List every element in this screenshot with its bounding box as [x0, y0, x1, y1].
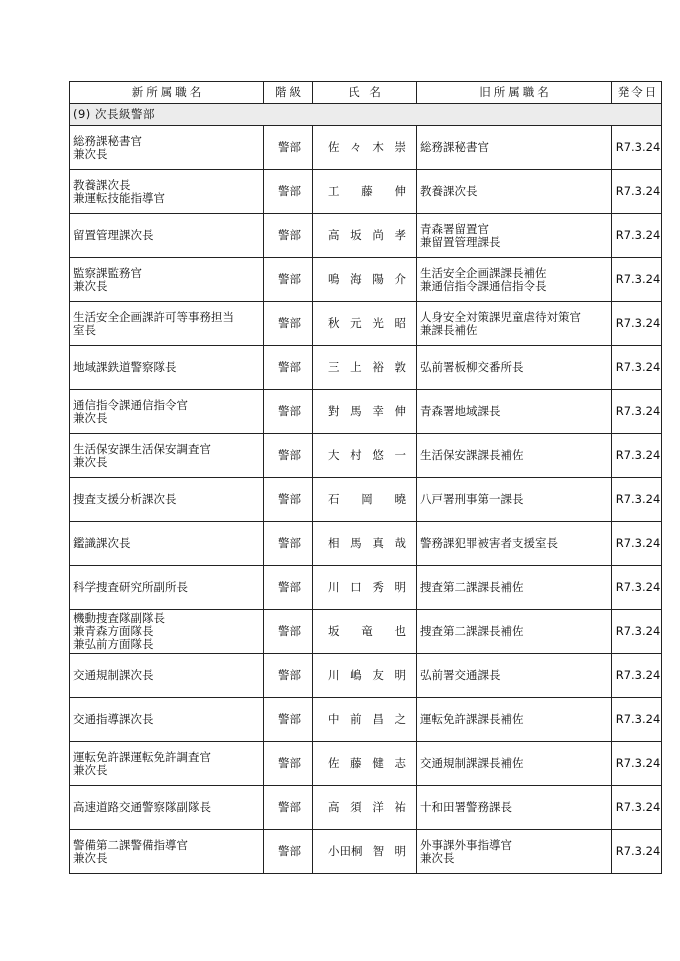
name-cell [313, 434, 417, 478]
old-position-cell [417, 302, 612, 346]
new-position-line: 科学捜査研究所副所長 [73, 580, 188, 594]
new-position-line: 兼次長 [73, 850, 108, 865]
name-char: 健 [372, 756, 384, 770]
name-text [316, 757, 416, 770]
name-char: 高 [328, 228, 340, 242]
table-row [70, 258, 662, 302]
old-position-cell [417, 214, 612, 258]
name-char: 川 [328, 668, 340, 682]
old-position-line: 弘前署交通課長 [420, 668, 501, 682]
old-position-line: 総務課秘書官 [420, 140, 489, 154]
table-row [70, 654, 662, 698]
name-cell [313, 786, 417, 830]
name-cell [313, 566, 417, 610]
name-text [316, 449, 416, 462]
table-row [70, 566, 662, 610]
name-cell [313, 478, 417, 522]
name-char: 昭 [394, 316, 406, 330]
table-row [70, 610, 662, 654]
date-cell: R7.3.24 [612, 698, 662, 742]
new-position-line: 兼次長 [73, 762, 108, 777]
new-position-line: 総務課秘書官 [73, 133, 142, 148]
rank-cell: 警部 [264, 170, 313, 214]
name-text [316, 185, 416, 198]
new-position-cell [70, 346, 264, 390]
name-char: 嶋 [350, 668, 362, 682]
table-row [70, 302, 662, 346]
name-char: 祐 [394, 800, 406, 814]
date-cell: R7.3.24 [612, 126, 662, 170]
name-text [316, 405, 416, 418]
name-char: 陽 [372, 272, 384, 286]
old-position-cell [417, 786, 612, 830]
new-position-line: 捜査支援分析課次長 [73, 492, 177, 506]
new-position-cell [70, 258, 264, 302]
name-char: 木 [372, 140, 384, 154]
rank-cell: 警部 [264, 478, 313, 522]
new-position-line: 室長 [73, 322, 96, 337]
table-row [70, 434, 662, 478]
name-char: 一 [394, 448, 406, 462]
rank-cell: 警部 [264, 610, 313, 654]
old-position-line: 外事課外事指導官 [420, 837, 512, 852]
table-row [70, 214, 662, 258]
rank-cell: 警部 [264, 742, 313, 786]
new-position-line: 留置管理課次長 [73, 228, 154, 242]
new-position-cell [70, 654, 264, 698]
name-cell [313, 214, 417, 258]
old-position-cell [417, 654, 612, 698]
name-char: 馬 [350, 404, 362, 418]
name-char: 幸 [372, 404, 384, 418]
name-char: 也 [394, 624, 406, 638]
name-char: 明 [394, 844, 406, 858]
new-position-line: 運転免許課運転免許調査官 [73, 749, 211, 764]
old-position-line: 兼次長 [420, 850, 455, 865]
new-position-cell [70, 434, 264, 478]
new-position-cell [70, 566, 264, 610]
name-text [316, 581, 416, 594]
section-row [70, 104, 662, 126]
name-char: 昌 [372, 712, 384, 726]
name-text [316, 273, 416, 286]
name-char: 介 [394, 272, 406, 286]
new-position-line: 教養課次長 [73, 177, 131, 192]
name-char: 孝 [394, 228, 406, 242]
new-position-line: 兼次長 [73, 146, 108, 161]
old-position-line: 交通規制課課長補佐 [420, 756, 524, 770]
table-row [70, 830, 662, 874]
name-char: 藤 [361, 184, 373, 198]
old-position-cell [417, 698, 612, 742]
name-char: 明 [394, 580, 406, 594]
new-position-cell [70, 698, 264, 742]
name-char: 鳴 [328, 272, 340, 286]
name-char: 佐 [328, 140, 340, 154]
name-char: 大 [328, 448, 340, 462]
old-position-line: 運転免許課課長補佐 [420, 712, 524, 726]
name-text [316, 537, 416, 550]
name-char: 工 [328, 184, 340, 198]
name-char: 敦 [394, 360, 406, 374]
header-date: 発令日 [612, 82, 662, 104]
name-char: 對 [328, 404, 340, 418]
new-position-line: 兼弘前方面隊長 [73, 637, 154, 651]
new-position-cell [70, 390, 264, 434]
date-cell: R7.3.24 [612, 786, 662, 830]
new-position-line: 警備第二課警備指導官 [73, 837, 188, 852]
old-position-line: 青森署留置官 [420, 221, 489, 236]
name-char: 中 [328, 712, 340, 726]
name-char: 友 [372, 668, 384, 682]
old-position-line: 生活安全企画課課長補佐 [420, 265, 547, 280]
table-row [70, 390, 662, 434]
new-position-cell [70, 522, 264, 566]
name-char: 馬 [350, 536, 362, 550]
table-row [70, 170, 662, 214]
old-position-line: 兼留置管理課長 [420, 234, 501, 249]
table-row [70, 522, 662, 566]
name-text [316, 317, 416, 330]
name-char: 藤 [350, 756, 362, 770]
new-position-line: 交通指導課次長 [73, 712, 154, 726]
name-char: 相 [328, 536, 340, 550]
header-row [70, 82, 662, 104]
new-position-cell [70, 786, 264, 830]
new-position-line: 兼次長 [73, 278, 108, 293]
table-row [70, 126, 662, 170]
name-char: 佐 [328, 756, 340, 770]
old-position-cell [417, 742, 612, 786]
rank-cell: 警部 [264, 346, 313, 390]
old-position-cell [417, 390, 612, 434]
name-char: 秀 [372, 580, 384, 594]
name-char: 悠 [372, 448, 384, 462]
old-position-line: 警務課犯罪被害者支援室長 [420, 536, 558, 550]
old-position-line: 生活保安課課長補佐 [420, 448, 524, 462]
name-text [316, 669, 416, 682]
rank-cell: 警部 [264, 522, 313, 566]
name-char: 洋 [372, 800, 384, 814]
new-position-line: 通信指令課通信指令官 [73, 397, 188, 412]
date-cell: R7.3.24 [612, 390, 662, 434]
date-cell: R7.3.24 [612, 434, 662, 478]
name-cell [313, 390, 417, 434]
old-position-cell [417, 478, 612, 522]
old-position-line: 弘前署板柳交番所長 [420, 360, 524, 374]
name-char: 川 [328, 580, 340, 594]
new-position-line: 兼運転技能指導官 [73, 190, 165, 205]
old-position-cell [417, 830, 612, 874]
table-row [70, 786, 662, 830]
name-char: 伸 [394, 184, 406, 198]
name-char: 竜 [361, 624, 373, 638]
new-position-line: 高速道路交通警察隊副隊長 [73, 800, 211, 814]
name-cell [313, 610, 417, 654]
new-position-line: 兼次長 [73, 410, 108, 425]
date-cell: R7.3.24 [612, 742, 662, 786]
old-position-line: 教養課次長 [420, 184, 478, 198]
name-text [316, 625, 416, 638]
name-char: 志 [394, 756, 406, 770]
rank-cell: 警部 [264, 302, 313, 346]
name-char: 裕 [372, 360, 384, 374]
date-cell: R7.3.24 [612, 346, 662, 390]
header-name: 氏 名 [313, 82, 417, 104]
rank-cell: 警部 [264, 830, 313, 874]
name-char: 曉 [394, 492, 406, 506]
name-char: 伸 [394, 404, 406, 418]
old-position-cell [417, 258, 612, 302]
date-cell: R7.3.24 [612, 566, 662, 610]
table-row [70, 346, 662, 390]
name-char: 之 [394, 712, 406, 726]
new-position-cell [70, 830, 264, 874]
rank-cell: 警部 [264, 126, 313, 170]
name-cell [313, 654, 417, 698]
name-char: 高 [328, 800, 340, 814]
new-position-line: 生活保安課生活保安調査官 [73, 441, 211, 456]
old-position-line: 兼通信指令課通信指令長 [420, 278, 547, 293]
name-char: 元 [350, 316, 362, 330]
old-position-cell [417, 346, 612, 390]
new-position-line: 兼次長 [73, 454, 108, 469]
old-position-line: 八戸署刑事第一課長 [420, 492, 524, 506]
name-text [316, 801, 416, 814]
name-char: 々 [350, 140, 362, 154]
name-char: 光 [372, 316, 384, 330]
old-position-cell [417, 566, 612, 610]
new-position-cell [70, 610, 264, 654]
name-cell [313, 742, 417, 786]
new-position-line: 交通規制課次長 [73, 668, 154, 682]
date-cell: R7.3.24 [612, 830, 662, 874]
name-char: 哉 [394, 536, 406, 550]
name-cell [313, 302, 417, 346]
old-position-cell [417, 170, 612, 214]
old-position-line: 青森署地域課長 [420, 404, 501, 418]
rank-cell: 警部 [264, 258, 313, 302]
new-position-cell [70, 478, 264, 522]
rank-cell: 警部 [264, 566, 313, 610]
section-title: (9) 次長級警部 [70, 104, 662, 126]
name-char: 坂 [350, 228, 362, 242]
name-cell [313, 258, 417, 302]
name-char: 秋 [328, 316, 340, 330]
rank-cell: 警部 [264, 214, 313, 258]
name-char: 三 [328, 360, 340, 374]
name-char: 坂 [328, 624, 340, 638]
old-position-line: 捜査第二課課長補佐 [420, 624, 524, 638]
new-position-line: 機動捜査隊副隊長 [73, 611, 165, 625]
rank-cell: 警部 [264, 390, 313, 434]
date-cell: R7.3.24 [612, 654, 662, 698]
old-position-line: 兼課長補佐 [420, 322, 478, 337]
date-cell: R7.3.24 [612, 478, 662, 522]
name-cell [313, 346, 417, 390]
name-cell [313, 522, 417, 566]
table-row [70, 742, 662, 786]
name-char: 上 [350, 360, 362, 374]
rank-cell: 警部 [264, 698, 313, 742]
old-position-cell [417, 610, 612, 654]
rank-cell: 警部 [264, 786, 313, 830]
rank-cell: 警部 [264, 434, 313, 478]
date-cell: R7.3.24 [612, 214, 662, 258]
new-position-line: 生活安全企画課許可等事務担当 [73, 309, 234, 324]
old-position-cell [417, 434, 612, 478]
new-position-line: 監察課監務官 [73, 265, 142, 280]
name-text [316, 713, 416, 726]
date-cell: R7.3.24 [612, 170, 662, 214]
name-text [316, 229, 416, 242]
personnel-table [69, 81, 662, 874]
old-position-line: 捜査第二課課長補佐 [420, 580, 524, 594]
date-cell: R7.3.24 [612, 522, 662, 566]
rank-cell: 警部 [264, 654, 313, 698]
new-position-line: 兼青森方面隊長 [73, 624, 154, 638]
name-char: 小田桐 [328, 844, 363, 858]
name-cell [313, 830, 417, 874]
table-row [70, 478, 662, 522]
name-text [316, 141, 416, 154]
name-char: 岡 [361, 492, 373, 506]
name-char: 村 [350, 448, 362, 462]
date-cell: R7.3.24 [612, 302, 662, 346]
name-char: 口 [350, 580, 362, 594]
new-position-cell [70, 742, 264, 786]
name-text [316, 493, 416, 506]
name-cell [313, 126, 417, 170]
new-position-cell [70, 302, 264, 346]
old-position-line: 人身安全対策課児童虐待対策官 [420, 309, 581, 324]
date-cell: R7.3.24 [612, 258, 662, 302]
name-cell [313, 698, 417, 742]
new-position-cell [70, 126, 264, 170]
header-old-position: 旧所属職名 [417, 82, 612, 104]
new-position-line: 地域課鉄道警察隊長 [73, 360, 177, 374]
new-position-cell [70, 170, 264, 214]
name-char: 真 [372, 536, 384, 550]
name-char: 前 [350, 712, 362, 726]
new-position-cell [70, 214, 264, 258]
name-text [316, 361, 416, 374]
name-char: 尚 [372, 228, 384, 242]
name-char: 崇 [394, 140, 406, 154]
name-char: 海 [350, 272, 362, 286]
name-char: 明 [394, 668, 406, 682]
header-new-position: 新所属職名 [70, 82, 264, 104]
old-position-line: 十和田署警務課長 [420, 800, 512, 814]
header-rank: 階級 [264, 82, 313, 104]
old-position-cell [417, 126, 612, 170]
old-position-cell [417, 522, 612, 566]
new-position-line: 鑑識課次長 [73, 536, 131, 550]
name-char: 須 [350, 800, 362, 814]
name-cell [313, 170, 417, 214]
date-cell: R7.3.24 [612, 610, 662, 654]
name-char: 智 [372, 844, 385, 858]
name-text [316, 845, 416, 858]
name-char: 石 [328, 492, 340, 506]
table-row [70, 698, 662, 742]
